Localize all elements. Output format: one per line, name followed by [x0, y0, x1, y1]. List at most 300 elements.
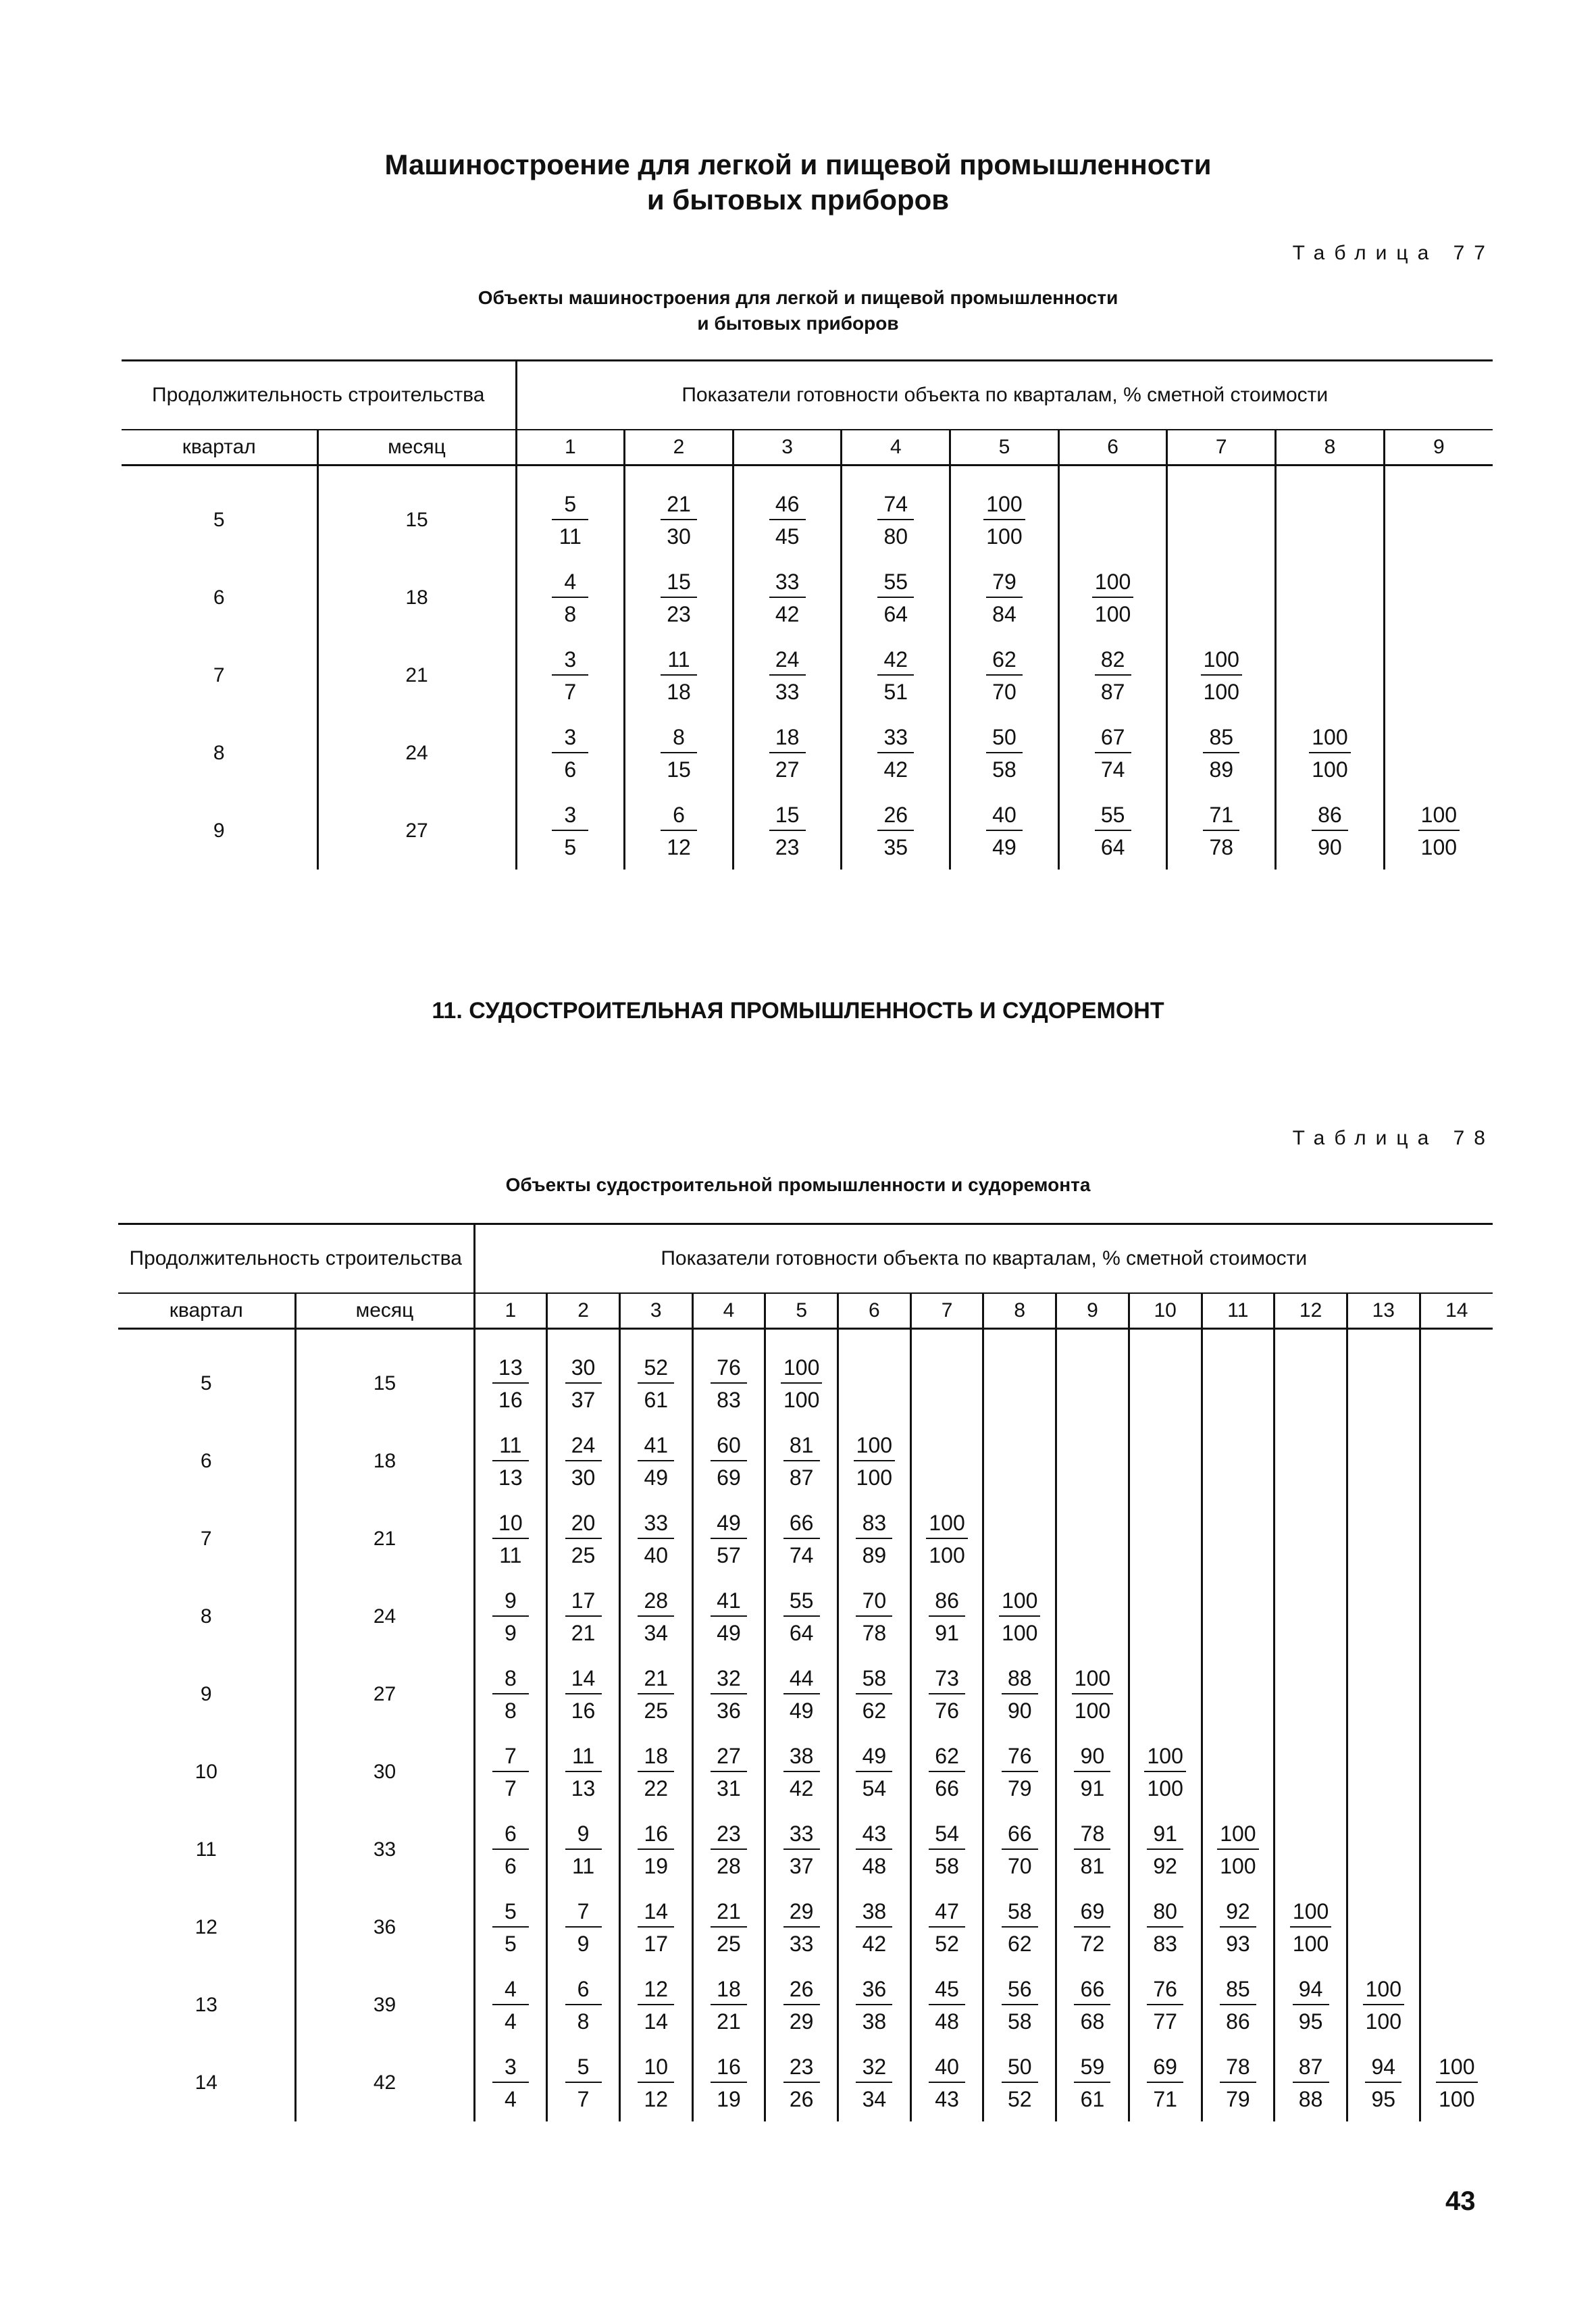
readiness-fraction: [1220, 1977, 1256, 2034]
readiness-numerator: 83: [856, 1511, 892, 1539]
readiness-fraction: [1201, 647, 1242, 704]
readiness-cell: [1275, 1811, 1347, 1888]
readiness-cell: [842, 792, 950, 870]
table-77-label: Таблица 77: [1292, 242, 1495, 264]
readiness-numerator: 3: [552, 803, 588, 831]
readiness-fraction: [1144, 1744, 1185, 1801]
readiness-table-78: [118, 1223, 1493, 2121]
readiness-numerator: 62: [986, 647, 1023, 676]
readiness-cell: [1129, 1655, 1202, 1733]
readiness-fraction: [856, 1899, 892, 1956]
readiness-cell: [1275, 1578, 1347, 1655]
readiness-cell: [1058, 466, 1167, 559]
readiness-fraction: [929, 1588, 965, 1645]
readiness-cell: [1167, 792, 1276, 870]
duration-month-cell: 15: [317, 466, 516, 559]
readiness-numerator: 5: [552, 492, 588, 520]
readiness-cell: [1056, 1578, 1129, 1655]
quarter-column-header: 5: [950, 430, 1059, 466]
duration-quarter-cell: 7: [200, 1527, 212, 1550]
readiness-cell: [619, 1655, 692, 1733]
readiness-cell: [1202, 2044, 1275, 2121]
readiness-fraction: [661, 492, 697, 549]
readiness-cell: [1202, 1966, 1275, 2044]
readiness-cell: [1275, 1422, 1347, 1500]
readiness-denominator: 11: [571, 1853, 595, 1878]
readiness-numerator: 70: [856, 1588, 892, 1617]
readiness-numerator: 49: [711, 1511, 747, 1539]
readiness-denominator: 52: [1007, 2086, 1032, 2111]
readiness-denominator: 21: [717, 2009, 741, 2034]
readiness-numerator: 100: [781, 1355, 822, 1384]
readiness-numerator: 4: [492, 1977, 529, 2005]
readiness-denominator: 88: [1298, 2086, 1323, 2111]
readiness-cell: [547, 1422, 620, 1500]
readiness-cell: [625, 559, 733, 636]
table-row: [122, 636, 1493, 714]
duration-quarter-cell: 13: [195, 1993, 217, 2016]
readiness-fraction: [638, 1744, 674, 1801]
readiness-numerator: 6: [492, 1821, 529, 1850]
readiness-cell: [1384, 559, 1493, 636]
readiness-numerator: 32: [856, 2055, 892, 2083]
readiness-fraction: [877, 570, 914, 626]
readiness-denominator: 27: [775, 757, 800, 782]
readiness-denominator: 57: [717, 1542, 741, 1567]
readiness-denominator: 42: [862, 1931, 887, 1956]
readiness-fraction: [769, 803, 806, 859]
readiness-numerator: 88: [1002, 1666, 1038, 1694]
readiness-denominator: 58: [1007, 2009, 1032, 2034]
readiness-numerator: 74: [877, 492, 914, 520]
table-row: [118, 1733, 1493, 1811]
readiness-denominator: 69: [717, 1465, 741, 1490]
readiness-fraction: [929, 1899, 965, 1956]
readiness-cell: [765, 1500, 838, 1578]
table-row: [118, 1578, 1493, 1655]
readiness-fraction: [783, 1744, 820, 1801]
readiness-numerator: 85: [1203, 725, 1239, 753]
readiness-numerator: 100: [1201, 647, 1242, 676]
readiness-numerator: 26: [783, 1977, 820, 2005]
readiness-fraction: [877, 803, 914, 859]
readiness-numerator: 38: [856, 1899, 892, 1928]
readiness-cell: [983, 1655, 1056, 1733]
readiness-denominator: 74: [1100, 757, 1125, 782]
readiness-cell: [1275, 2044, 1347, 2121]
readiness-cell: [983, 1578, 1056, 1655]
readiness-fraction: [1147, 1899, 1183, 1956]
readiness-numerator: 100: [1290, 1899, 1331, 1928]
table-77-caption-line-1: Объекты машиностроения для легкой и пищевой промышленности: [478, 287, 1118, 308]
readiness-denominator: 100: [1312, 757, 1348, 782]
quarter-column-header: 1: [516, 430, 625, 466]
readiness-cell: [1056, 2044, 1129, 2121]
readiness-fraction: [1293, 1977, 1329, 2034]
readiness-fraction: [856, 1821, 892, 1878]
table-78-label: Таблица 78: [1292, 1127, 1495, 1149]
readiness-numerator: 55: [783, 1588, 820, 1617]
readiness-cell: [1167, 559, 1276, 636]
readiness-fraction: [661, 803, 697, 859]
readiness-cell: [983, 1888, 1056, 1966]
readiness-fraction: [1002, 1744, 1038, 1801]
readiness-cell: [1347, 1578, 1420, 1655]
readiness-numerator: 21: [711, 1899, 747, 1928]
readiness-cell: [1420, 1655, 1493, 1733]
readiness-cell: [692, 1811, 765, 1888]
readiness-denominator: 8: [564, 601, 577, 626]
quarter-column-header: 10: [1129, 1293, 1202, 1329]
readiness-denominator: 64: [1100, 834, 1125, 859]
readiness-denominator: 15: [667, 757, 691, 782]
readiness-fraction: [783, 1433, 820, 1490]
readiness-cell: [1275, 1655, 1347, 1733]
readiness-numerator: 100: [1092, 570, 1133, 598]
duration-quarter-cell: 8: [200, 1605, 212, 1628]
readiness-numerator: 16: [638, 1821, 674, 1850]
readiness-cell: [474, 1966, 547, 2044]
readiness-numerator: 43: [856, 1821, 892, 1850]
readiness-cell: [1056, 1966, 1129, 2044]
readiness-numerator: 21: [638, 1666, 674, 1694]
readiness-cell: [910, 1329, 983, 1423]
readiness-cell: [1275, 1733, 1347, 1811]
readiness-numerator: 69: [1147, 2055, 1183, 2083]
readiness-cell: [1276, 792, 1385, 870]
header-duration: Продолжительность строительства: [122, 361, 516, 430]
readiness-denominator: 70: [1007, 1853, 1032, 1878]
readiness-cell: [474, 1888, 547, 1966]
readiness-cell: [1275, 1329, 1347, 1423]
readiness-cell: [1347, 1500, 1420, 1578]
readiness-denominator: 83: [717, 1387, 741, 1412]
readiness-denominator: 49: [789, 1698, 814, 1723]
readiness-numerator: 15: [661, 570, 697, 598]
readiness-numerator: 60: [711, 1433, 747, 1461]
readiness-denominator: 61: [1080, 2086, 1105, 2111]
readiness-fraction: [1147, 2055, 1183, 2111]
readiness-cell: [692, 2044, 765, 2121]
readiness-fraction: [1095, 803, 1131, 859]
readiness-cell: [910, 1733, 983, 1811]
readiness-fraction: [1217, 1821, 1258, 1878]
readiness-fraction: [711, 1355, 747, 1412]
readiness-numerator: 15: [769, 803, 806, 831]
readiness-numerator: 3: [492, 2055, 529, 2083]
readiness-cell: [516, 792, 625, 870]
readiness-fraction: [929, 1744, 965, 1801]
readiness-cell: [765, 2044, 838, 2121]
readiness-cell: [842, 714, 950, 792]
table-77-caption: [0, 285, 1596, 336]
readiness-denominator: 90: [1007, 1698, 1032, 1723]
readiness-denominator: 4: [504, 2009, 517, 2034]
readiness-cell: [1058, 636, 1167, 714]
readiness-denominator: 45: [775, 524, 800, 549]
table-row: [122, 714, 1493, 792]
readiness-numerator: 32: [711, 1666, 747, 1694]
readiness-denominator: 83: [1153, 1931, 1177, 1956]
readiness-cell: [1202, 1733, 1275, 1811]
readiness-numerator: 47: [929, 1899, 965, 1928]
readiness-denominator: 26: [789, 2086, 814, 2111]
readiness-cell: [1129, 1966, 1202, 2044]
readiness-denominator: 100: [1365, 2009, 1401, 2034]
readiness-denominator: 81: [1080, 1853, 1105, 1878]
readiness-denominator: 100: [929, 1542, 965, 1567]
readiness-denominator: 22: [644, 1776, 669, 1801]
readiness-fraction: [711, 1666, 747, 1723]
readiness-denominator: 7: [577, 2086, 590, 2111]
table-row: [118, 1811, 1493, 1888]
readiness-fraction: [769, 725, 806, 782]
readiness-denominator: 74: [789, 1542, 814, 1567]
readiness-cell: [547, 1733, 620, 1811]
readiness-numerator: 42: [877, 647, 914, 676]
readiness-cell: [733, 636, 842, 714]
table-77-caption-line-2: и бытовых приборов: [697, 313, 899, 334]
readiness-numerator: 100: [854, 1433, 895, 1461]
readiness-cell: [765, 1966, 838, 2044]
readiness-denominator: 5: [564, 834, 577, 859]
readiness-denominator: 100: [1292, 1931, 1329, 1956]
readiness-cell: [733, 792, 842, 870]
readiness-denominator: 100: [1002, 1620, 1038, 1645]
readiness-fraction: [552, 647, 588, 704]
readiness-cell: [910, 1422, 983, 1500]
section-2-title: 11. СУДОСТРОИТЕЛЬНАЯ ПРОМЫШЛЕННОСТЬ И СУДОРЕМОНТ: [432, 998, 1164, 1024]
readiness-denominator: 100: [1439, 2086, 1475, 2111]
readiness-denominator: 34: [644, 1620, 669, 1645]
readiness-fraction: [492, 1899, 529, 1956]
duration-month-cell: 30: [295, 1733, 474, 1811]
readiness-fraction: [926, 1511, 967, 1567]
readiness-fraction: [492, 1977, 529, 2034]
readiness-denominator: 76: [935, 1698, 959, 1723]
table-row: [122, 792, 1493, 870]
readiness-fraction: [638, 1899, 674, 1956]
readiness-cell: [1347, 1811, 1420, 1888]
readiness-cell: [1058, 559, 1167, 636]
readiness-numerator: 18: [711, 1977, 747, 2005]
readiness-cell: [1276, 714, 1385, 792]
table-row: [122, 559, 1493, 636]
readiness-cell: [1167, 466, 1276, 559]
readiness-denominator: 34: [862, 2086, 887, 2111]
readiness-cell: [625, 792, 733, 870]
readiness-cell: [547, 2044, 620, 2121]
readiness-cell: [1058, 792, 1167, 870]
readiness-numerator: 10: [492, 1511, 529, 1539]
readiness-fraction: [781, 1355, 822, 1412]
readiness-fraction: [638, 1821, 674, 1878]
duration-quarter-cell: 8: [213, 741, 225, 764]
readiness-fraction: [565, 1977, 602, 2034]
readiness-cell: [692, 1500, 765, 1578]
readiness-cell: [1347, 1888, 1420, 1966]
readiness-fraction: [492, 1666, 529, 1723]
readiness-fraction: [1220, 1899, 1256, 1956]
readiness-cell: [474, 2044, 547, 2121]
readiness-denominator: 95: [1371, 2086, 1396, 2111]
section-title-line-2: и бытовых приборов: [646, 184, 950, 216]
readiness-denominator: 91: [1080, 1776, 1105, 1801]
quarter-column-header: 1: [474, 1293, 547, 1329]
header-duration: Продолжительность строительства: [118, 1224, 474, 1294]
readiness-fraction: [1147, 1977, 1183, 2034]
readiness-denominator: 29: [789, 2009, 814, 2034]
readiness-numerator: 100: [1309, 725, 1350, 753]
readiness-cell: [983, 1811, 1056, 1888]
duration-month-cell: 36: [295, 1888, 474, 1966]
readiness-fraction: [711, 1511, 747, 1567]
readiness-cell: [1202, 1422, 1275, 1500]
readiness-numerator: 8: [661, 725, 697, 753]
readiness-denominator: 33: [789, 1931, 814, 1956]
readiness-numerator: 38: [783, 1744, 820, 1772]
readiness-numerator: 58: [856, 1666, 892, 1694]
quarter-column-header: 14: [1420, 1293, 1493, 1329]
readiness-fraction: [565, 2055, 602, 2111]
readiness-numerator: 5: [565, 2055, 602, 2083]
readiness-cell: [842, 636, 950, 714]
quarter-column-header: 11: [1202, 1293, 1275, 1329]
duration-quarter-cell: 10: [195, 1760, 217, 1783]
duration-quarter-cell: 5: [213, 508, 225, 531]
column-header-month: месяц: [317, 430, 516, 466]
readiness-cell: [733, 714, 842, 792]
readiness-fraction: [856, 2055, 892, 2111]
readiness-denominator: 52: [935, 1931, 959, 1956]
readiness-fraction: [1203, 725, 1239, 782]
readiness-cell: [950, 792, 1059, 870]
readiness-denominator: 7: [564, 679, 577, 704]
readiness-numerator: 14: [638, 1899, 674, 1928]
readiness-denominator: 16: [571, 1698, 596, 1723]
readiness-denominator: 54: [862, 1776, 887, 1801]
readiness-numerator: 54: [929, 1821, 965, 1850]
readiness-cell: [1420, 1422, 1493, 1500]
duration-month-cell: 27: [317, 792, 516, 870]
readiness-numerator: 81: [783, 1433, 820, 1461]
readiness-fraction: [492, 1588, 529, 1645]
readiness-numerator: 33: [638, 1511, 674, 1539]
quarter-column-header: 7: [1167, 430, 1276, 466]
readiness-cell: [516, 714, 625, 792]
readiness-numerator: 87: [1293, 2055, 1329, 2083]
column-header-quarter: квартал: [118, 1293, 295, 1329]
readiness-numerator: 69: [1074, 1899, 1110, 1928]
readiness-denominator: 43: [935, 2086, 959, 2111]
duration-quarter-cell: 12: [195, 1915, 217, 1938]
readiness-numerator: 40: [929, 2055, 965, 2083]
readiness-cell: [765, 1329, 838, 1423]
readiness-fraction: [638, 2055, 674, 2111]
readiness-cell: [547, 1655, 620, 1733]
readiness-cell: [1347, 1733, 1420, 1811]
readiness-numerator: 92: [1220, 1899, 1256, 1928]
readiness-numerator: 73: [929, 1666, 965, 1694]
readiness-cell: [910, 1811, 983, 1888]
readiness-cell: [692, 1329, 765, 1423]
readiness-fraction: [638, 1666, 674, 1723]
readiness-denominator: 9: [577, 1931, 590, 1956]
readiness-denominator: 49: [992, 834, 1016, 859]
duration-month-cell: 18: [317, 559, 516, 636]
table-row: [118, 1966, 1493, 2044]
readiness-numerator: 33: [877, 725, 914, 753]
readiness-fraction: [983, 492, 1025, 549]
readiness-fraction: [1074, 1899, 1110, 1956]
readiness-cell: [1420, 1500, 1493, 1578]
readiness-cell: [1056, 1733, 1129, 1811]
readiness-numerator: 62: [929, 1744, 965, 1772]
readiness-cell: [474, 1329, 547, 1423]
readiness-fraction: [877, 492, 914, 549]
readiness-cell: [1384, 792, 1493, 870]
readiness-fraction: [565, 1511, 602, 1567]
readiness-fraction: [783, 1899, 820, 1956]
readiness-denominator: 33: [775, 679, 800, 704]
readiness-cell: [1347, 1422, 1420, 1500]
duration-month-cell: 27: [295, 1655, 474, 1733]
readiness-numerator: 5: [492, 1899, 529, 1928]
readiness-denominator: 36: [717, 1698, 741, 1723]
readiness-denominator: 11: [499, 1542, 522, 1567]
readiness-fraction: [661, 725, 697, 782]
readiness-numerator: 100: [1363, 1977, 1404, 2005]
readiness-denominator: 13: [498, 1465, 523, 1490]
readiness-denominator: 68: [1080, 2009, 1105, 2034]
quarter-column-header: 4: [692, 1293, 765, 1329]
readiness-fraction: [1436, 2055, 1477, 2111]
readiness-cell: [1276, 559, 1385, 636]
readiness-cell: [547, 1888, 620, 1966]
readiness-denominator: 18: [667, 679, 691, 704]
duration-quarter-cell: 6: [213, 586, 225, 609]
readiness-fraction: [552, 725, 588, 782]
readiness-numerator: 100: [1217, 1821, 1258, 1850]
readiness-cell: [1420, 1578, 1493, 1655]
readiness-numerator: 76: [1147, 1977, 1183, 2005]
readiness-denominator: 4: [504, 2086, 517, 2111]
readiness-fraction: [1290, 1899, 1331, 1956]
readiness-denominator: 95: [1298, 2009, 1323, 2034]
readiness-cell: [1167, 714, 1276, 792]
readiness-cell: [983, 2044, 1056, 2121]
readiness-numerator: 55: [1095, 803, 1131, 831]
readiness-cell: [1420, 1888, 1493, 1966]
readiness-numerator: 66: [1074, 1977, 1110, 2005]
readiness-denominator: 37: [571, 1387, 596, 1412]
duration-quarter-cell: 6: [200, 1449, 212, 1472]
readiness-fraction: [783, 1588, 820, 1645]
readiness-fraction: [565, 1666, 602, 1723]
readiness-cell: [625, 466, 733, 559]
readiness-denominator: 8: [504, 1698, 517, 1723]
readiness-fraction: [638, 1977, 674, 2034]
quarter-column-header: 2: [625, 430, 733, 466]
table-78-caption: Объекты судостроительной промышленности и судоремонта: [505, 1174, 1091, 1195]
readiness-fraction: [1312, 803, 1348, 859]
readiness-fraction: [565, 1433, 602, 1490]
readiness-denominator: 11: [559, 524, 582, 549]
readiness-fraction: [711, 1433, 747, 1490]
readiness-cell: [547, 1811, 620, 1888]
readiness-numerator: 90: [1074, 1744, 1110, 1772]
readiness-cell: [838, 1811, 911, 1888]
